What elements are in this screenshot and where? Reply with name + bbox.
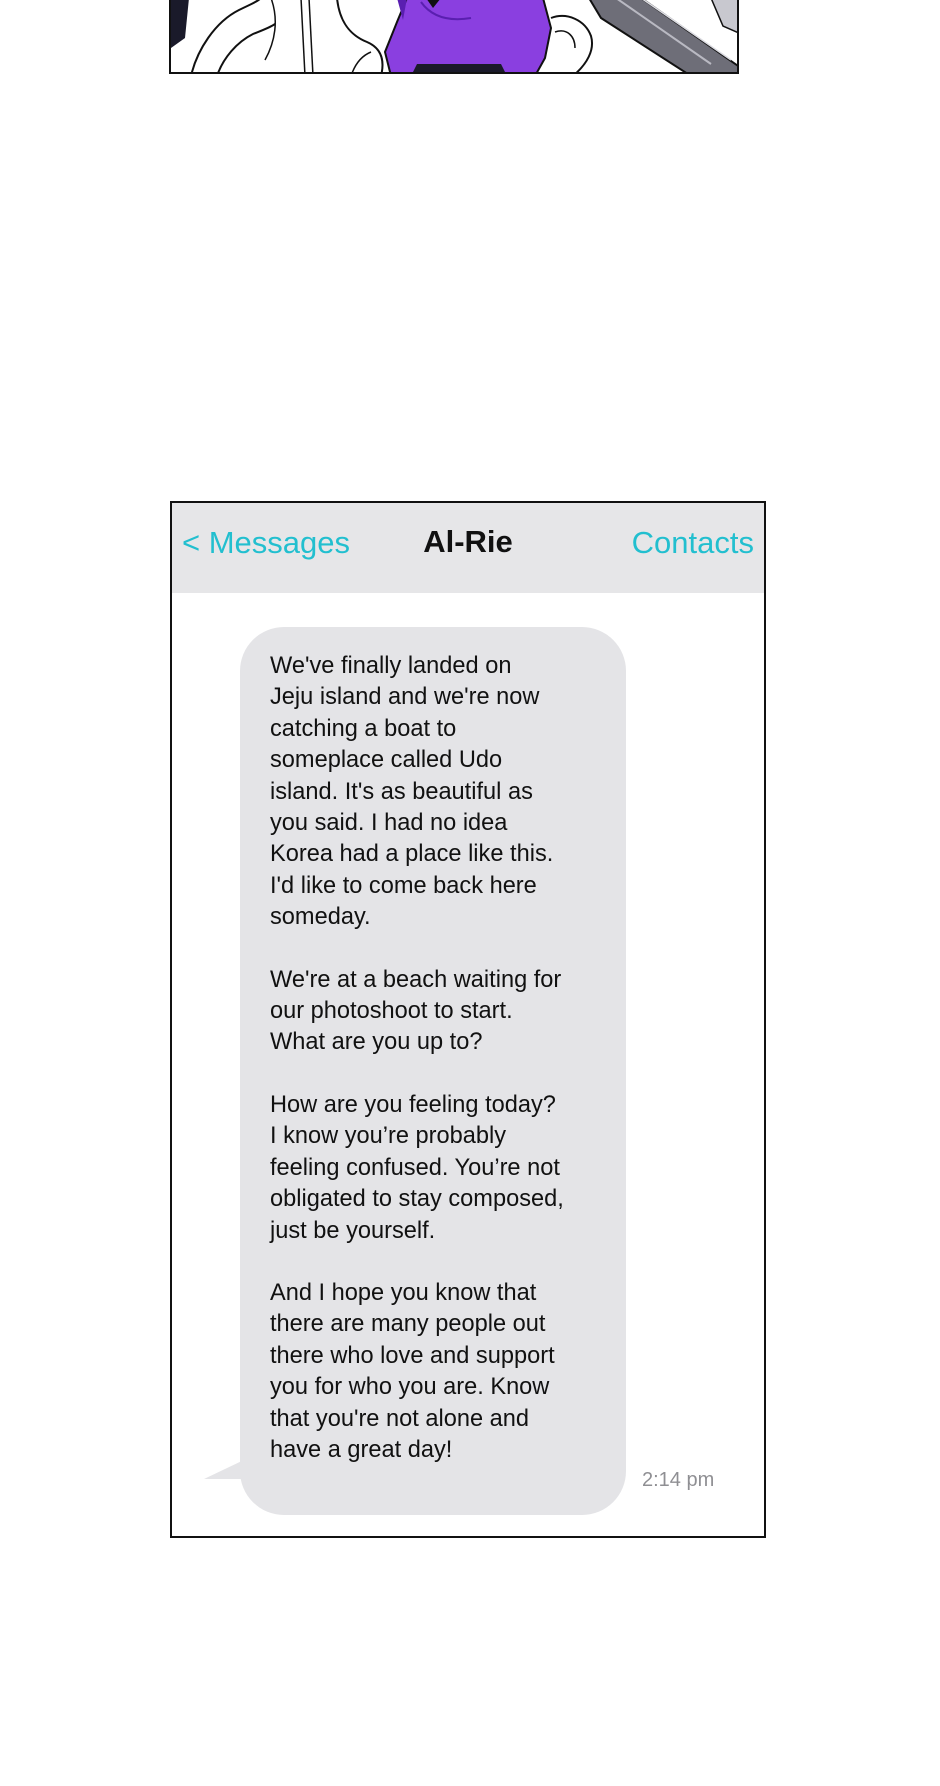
message-timestamp: 2:14 pm: [642, 1469, 715, 1491]
comic-panel-image: [169, 0, 739, 74]
back-to-messages-button[interactable]: < Messages: [182, 525, 351, 560]
conversation-title: Al-Rie: [423, 524, 513, 559]
message-paragraph: We've finally landed on Jeju island and we're now catching a boat to someplace called Udo island. It's as beautiful as you said. I had no idea Korea had a place like this. I'd like to come back here someday.: [270, 653, 554, 931]
contacts-button[interactable]: Contacts: [631, 525, 754, 560]
message-paragraph: We're at a beach waiting for our photoshoot to start. What are you up to?: [270, 966, 562, 1056]
comic-illustration: [171, 0, 739, 74]
navigation-bar: [172, 503, 764, 593]
incoming-message-bubble: [240, 627, 626, 1515]
message-paragraph: And I hope you know that there are many people out there who love and support you for who you are. Know that you're not alone and have a great day!: [270, 1279, 555, 1463]
message-screen: [170, 501, 766, 1538]
message-paragraph: How are you feeling today? I know you’re probably feeling confused. You’re not obligated to stay composed, just be yourself.: [270, 1091, 564, 1244]
